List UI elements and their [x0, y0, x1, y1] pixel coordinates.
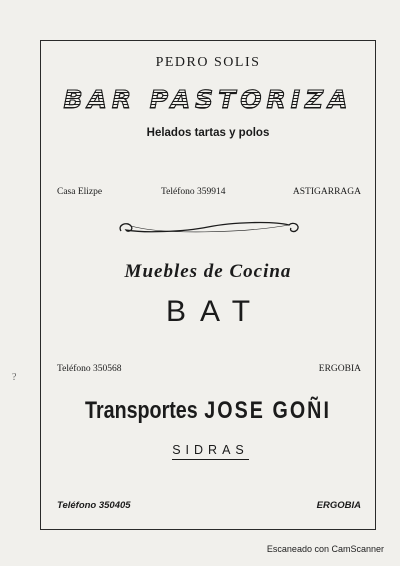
ad1-title: BAR PASTORIZA: [41, 85, 375, 114]
ad2-brand: BAT: [165, 295, 265, 328]
ad1-owner: PEDRO SOLIS: [155, 55, 261, 70]
advertisement-page-frame: [40, 40, 376, 530]
scanner-watermark: Escaneado con CamScanner: [266, 544, 384, 554]
margin-mark: ?: [12, 372, 17, 383]
ad3-title: [71, 397, 345, 425]
ad1-town: ASTIGARRAGA: [292, 187, 361, 197]
ad1-place: Casa Elizpe: [57, 187, 103, 197]
ad3-title-prefix: Transportes: [85, 397, 198, 424]
ad3-product-label: SIDRAS: [172, 443, 249, 460]
ad3-title-name: JOSE GOÑI: [204, 397, 331, 424]
ad1-subtitle: Helados tartas y polos: [146, 127, 270, 139]
ad2-phone: Teléfono 350568: [57, 364, 122, 374]
ornament-divider-icon: [113, 213, 303, 241]
ad3-town: ERGOBIA: [316, 500, 361, 511]
ad3-phone: Teléfono 350405: [57, 500, 131, 511]
ad1-phone: Teléfono 359914: [161, 187, 226, 197]
ad2-title: Muebles de Cocina: [124, 261, 292, 282]
ad3-product: [41, 443, 375, 457]
ad2-town: ERGOBIA: [318, 364, 361, 374]
